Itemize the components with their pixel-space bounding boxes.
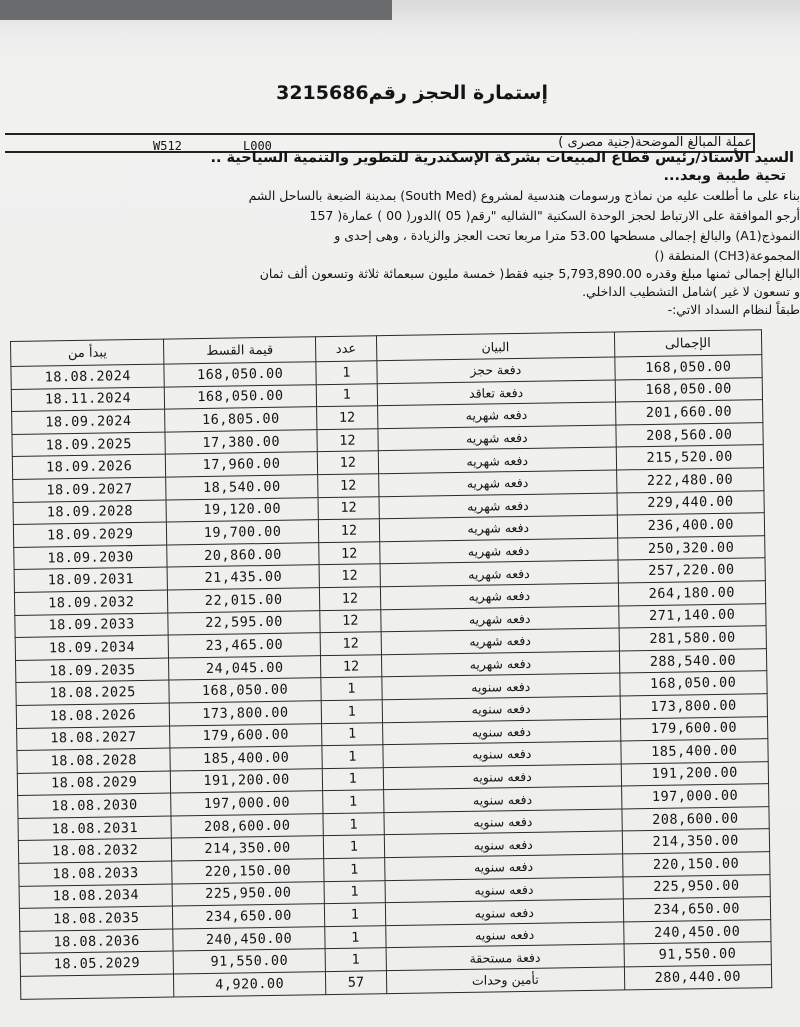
cell-installment: 19,700.00 <box>167 520 319 545</box>
header-installment: قيمة القسط <box>164 337 316 364</box>
payment-schedule-table <box>10 329 772 999</box>
cell-description: دفعة حجز <box>377 357 615 383</box>
cell-start-date: 18.05.2029 <box>20 951 174 976</box>
cell-total: 236,400.00 <box>617 513 765 538</box>
cell-count: 12 <box>317 474 379 498</box>
letter-line-6: و تسعون لا غير )شامل التشطيب الداخلي. <box>582 284 800 299</box>
cell-start-date: 18.08.2035 <box>19 906 173 931</box>
cell-total: 257,220.00 <box>618 558 766 583</box>
cell-description: دفعه شهريه <box>379 515 617 541</box>
cell-installment: 168,050.00 <box>164 362 316 387</box>
form-title: إستمارة الحجز رقم3215686 <box>276 82 548 104</box>
cell-count: 12 <box>319 564 381 588</box>
cell-description: دفعه سنويه <box>385 877 623 903</box>
cell-count: 1 <box>322 745 384 769</box>
cell-count: 1 <box>316 383 378 407</box>
cell-start-date: 18.09.2031 <box>14 567 168 592</box>
cell-count: 12 <box>319 587 381 611</box>
cell-description: دفعه سنويه <box>384 831 622 857</box>
cell-start-date: 18.09.2030 <box>14 545 168 570</box>
cell-installment: 240,450.00 <box>173 926 325 951</box>
addressee-line: السيد الأستاذ/رئيس قطاع المبيعات بشركة الإسكندرية للتطوير والتنمية السياحية .. <box>210 150 794 166</box>
cell-total: 280,440.00 <box>624 965 772 990</box>
cell-installment: 197,000.00 <box>171 791 323 816</box>
floor-code: L000 <box>243 139 272 153</box>
cell-description: دفعه سنويه <box>384 786 622 812</box>
header-description: البيان <box>376 332 614 361</box>
cell-total: 271,140.00 <box>618 603 766 628</box>
cell-count: 1 <box>325 926 387 950</box>
cell-start-date: 18.08.2029 <box>17 771 171 796</box>
cell-count: 12 <box>317 429 379 453</box>
cell-description: دفعه شهريه <box>381 651 619 677</box>
cell-count: 1 <box>321 722 383 746</box>
cell-total: 281,580.00 <box>619 626 767 651</box>
header-total: الإجمالى <box>614 330 762 357</box>
cell-total: 229,440.00 <box>617 490 765 515</box>
cell-total: 191,200.00 <box>621 761 769 786</box>
greeting-line: تحية طيبة وبعد... <box>663 168 786 184</box>
cell-total: 91,550.00 <box>624 942 772 967</box>
cell-start-date: 18.08.2030 <box>18 793 172 818</box>
cell-count: 12 <box>320 632 382 656</box>
photo-edge-dark-strip <box>0 0 392 20</box>
cell-total: 250,320.00 <box>617 535 765 560</box>
cell-total: 222,480.00 <box>616 468 764 493</box>
cell-description: دفعه شهريه <box>380 538 618 564</box>
cell-total: 185,400.00 <box>620 739 768 764</box>
cell-installment: 17,380.00 <box>165 429 317 454</box>
cell-total: 168,050.00 <box>614 355 762 380</box>
unit-code: W512 <box>153 139 182 153</box>
cell-start-date: 18.09.2032 <box>14 590 168 615</box>
cell-total: 208,600.00 <box>622 807 770 832</box>
cell-count: 12 <box>318 519 380 543</box>
cell-count: 1 <box>323 835 385 859</box>
cell-count: 1 <box>323 858 385 882</box>
cell-description: دفعه سنويه <box>385 854 623 880</box>
cell-total: 220,150.00 <box>622 852 770 877</box>
cell-start-date: 18.08.2028 <box>17 748 171 773</box>
header-count: عدد <box>315 336 377 362</box>
cell-start-date: 18.08.2026 <box>16 703 170 728</box>
cell-installment: 22,015.00 <box>168 588 320 613</box>
cell-installment: 173,800.00 <box>170 701 322 726</box>
cell-installment: 18,540.00 <box>166 475 318 500</box>
cell-description: تأمين وحدات <box>386 967 624 993</box>
cell-start-date: 18.09.2027 <box>13 477 167 502</box>
cell-count: 1 <box>321 700 383 724</box>
header-start-date: يبدأ من <box>11 339 165 366</box>
cell-start-date: 18.08.2032 <box>18 838 172 863</box>
cell-total: 168,050.00 <box>615 377 763 402</box>
cell-count: 12 <box>320 654 382 678</box>
cell-total: 225,950.00 <box>623 874 771 899</box>
cell-installment: 214,350.00 <box>172 836 324 861</box>
cell-description: دفعه شهريه <box>378 425 616 451</box>
currency-line: عملة المبالغ الموضحة(جنية مصرى ) <box>558 135 752 150</box>
cell-start-date: 18.08.2034 <box>19 884 173 909</box>
cell-description: دفعه شهريه <box>379 493 617 519</box>
letter-line-2: أرجو الموافقة على الارتباط لحجز الوحدة السكنية "الشاليه "رقم( 05 )الدور( 00 ) عمارة( 157 <box>309 208 800 223</box>
cell-count: 1 <box>324 903 386 927</box>
cell-start-date: 18.08.2024 <box>11 364 165 389</box>
cell-count: 12 <box>316 406 378 430</box>
cell-installment: 208,600.00 <box>171 814 323 839</box>
cell-description: دفعة مستحقة <box>386 944 624 970</box>
cell-description: دفعه شهريه <box>381 628 619 654</box>
letter-line-5: البالغ إجمالى ثمنها مبلغ وقدره 5,793,890.00 جنيه فقط( خمسة مليون سبعمائة ثلاثة وتسعون ألف ثمان <box>259 266 800 281</box>
cell-installment: 168,050.00 <box>169 678 321 703</box>
cell-total: 215,520.00 <box>616 445 764 470</box>
cell-count: 12 <box>320 609 382 633</box>
letter-line-3: النموذج(A1) والبالغ إجمالى مسطحها 53.00 مترا مربعا تحت العجز والزيادة ، وهى إحدى و <box>334 228 800 243</box>
cell-installment: 179,600.00 <box>170 723 322 748</box>
cell-total: 197,000.00 <box>621 784 769 809</box>
cell-installment: 234,650.00 <box>173 904 325 929</box>
cell-description: دفعه سنويه <box>383 764 621 790</box>
cell-count: 1 <box>323 813 385 837</box>
cell-installment: 24,045.00 <box>169 655 321 680</box>
cell-start-date: 18.08.2025 <box>16 680 170 705</box>
cell-start-date: 18.08.2036 <box>20 929 174 954</box>
cell-total: 264,180.00 <box>618 581 766 606</box>
cell-description: دفعه شهريه <box>381 606 619 632</box>
cell-count: 12 <box>317 451 379 475</box>
cell-start-date: 18.08.2031 <box>18 816 172 841</box>
cell-total: 234,650.00 <box>623 897 771 922</box>
cell-installment: 19,120.00 <box>166 497 318 522</box>
cell-total: 168,050.00 <box>619 671 767 696</box>
cell-installment: 220,150.00 <box>172 859 324 884</box>
cell-description: دفعه سنويه <box>384 809 622 835</box>
cell-description: دفعه سنويه <box>385 899 623 925</box>
cell-count: 1 <box>325 948 387 972</box>
cell-count: 1 <box>321 677 383 701</box>
cell-start-date: 18.09.2029 <box>13 522 167 547</box>
cell-description: دفعه سنويه <box>382 673 620 699</box>
cell-installment: 91,550.00 <box>174 949 326 974</box>
cell-start-date: 18.08.2033 <box>19 861 173 886</box>
cell-description: دفعه سنويه <box>386 922 624 948</box>
cell-start-date: 18.11.2024 <box>11 387 165 412</box>
cell-count: 1 <box>322 790 384 814</box>
cell-count: 12 <box>318 541 380 565</box>
letter-line-1: بناء على ما أطلعت عليه من نماذج ورسومات هندسية لمشروع (South Med) بمدينة الضبعة بالساحل الشم <box>248 188 800 203</box>
cell-installment: 168,050.00 <box>165 384 317 409</box>
cell-count: 1 <box>316 361 378 385</box>
cell-description: دفعه شهريه <box>378 402 616 428</box>
cell-description: دفعه شهريه <box>378 447 616 473</box>
letter-line-4: المجموعة(CH3) المنطقة () <box>654 248 800 263</box>
cell-total: 214,350.00 <box>622 829 770 854</box>
cell-description: دفعه سنويه <box>382 718 620 744</box>
cell-installment: 16,805.00 <box>165 407 317 432</box>
cell-total: 179,600.00 <box>620 716 768 741</box>
letter-line-7: طبقاً لنظام السداد الاتي:- <box>667 302 800 317</box>
cell-description: دفعه شهريه <box>380 583 618 609</box>
cell-installment: 191,200.00 <box>171 768 323 793</box>
cell-total: 201,660.00 <box>615 400 763 425</box>
cell-total: 240,450.00 <box>623 919 771 944</box>
cell-description: دفعه شهريه <box>379 470 617 496</box>
cell-description: دفعه سنويه <box>383 741 621 767</box>
cell-description: دفعة تعاقد <box>377 380 615 406</box>
cell-count: 12 <box>318 496 380 520</box>
cell-installment: 21,435.00 <box>167 565 319 590</box>
cell-start-date: 18.08.2027 <box>17 726 171 751</box>
cell-installment: 185,400.00 <box>170 746 322 771</box>
cell-description: دفعه شهريه <box>380 560 618 586</box>
cell-total: 173,800.00 <box>620 694 768 719</box>
cell-start-date: 18.09.2028 <box>13 500 167 525</box>
cell-installment: 17,960.00 <box>166 452 318 477</box>
cell-description: دفعه سنويه <box>382 696 620 722</box>
cell-total: 208,560.00 <box>615 422 763 447</box>
cell-start-date: 18.09.2024 <box>12 409 166 434</box>
cell-installment: 23,465.00 <box>169 633 321 658</box>
cell-start-date: 18.09.2026 <box>12 454 166 479</box>
cell-count: 57 <box>325 971 387 995</box>
cell-installment: 20,860.00 <box>167 542 319 567</box>
cell-count: 1 <box>324 880 386 904</box>
cell-start-date: 18.09.2025 <box>12 432 166 457</box>
cell-installment: 22,595.00 <box>168 610 320 635</box>
cell-installment: 225,950.00 <box>172 881 324 906</box>
cell-installment: 4,920.00 <box>174 972 326 997</box>
cell-start-date: 18.09.2035 <box>16 658 170 683</box>
cell-count: 1 <box>322 767 384 791</box>
cell-total: 288,540.00 <box>619 648 767 673</box>
cell-start-date <box>20 974 174 999</box>
cell-start-date: 18.09.2033 <box>15 613 169 638</box>
cell-start-date: 18.09.2034 <box>15 635 169 660</box>
